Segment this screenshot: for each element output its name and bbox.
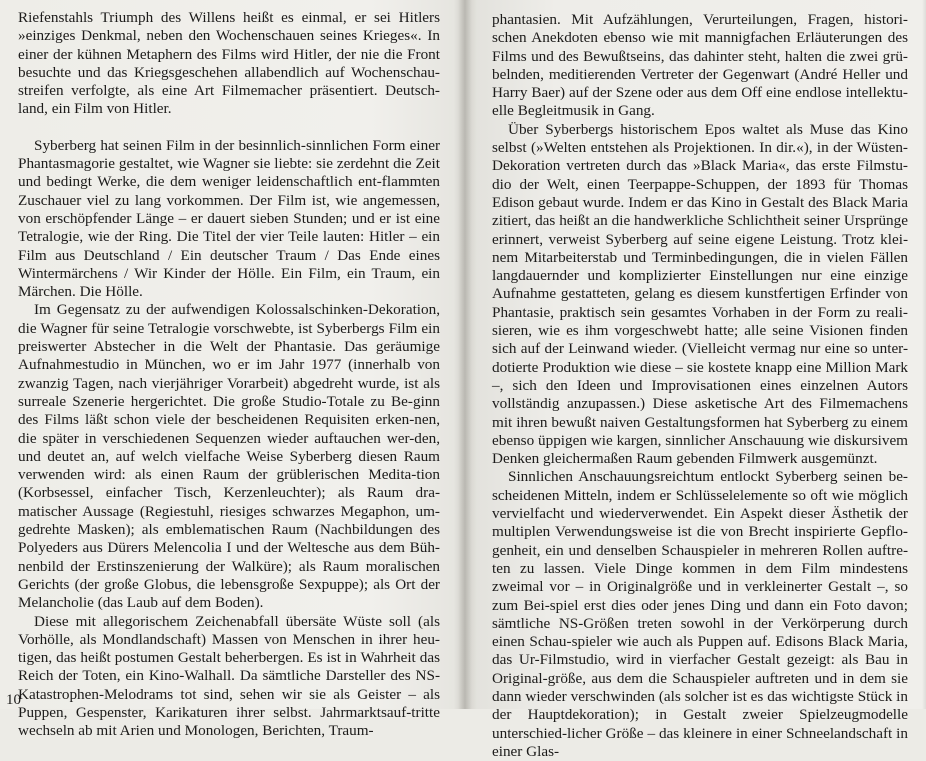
left-paragraph-4: Diese mit allegorischem Zeichenabfall übersäte Wüste soll (als Vorhölle, als Mondlandschaft) Massen von Menschen in ihrer heu-tigen, das heißt postumen Gestalt beherbergen. Es ist in Wahrheit das Reich der Toten, ein Kino-Walhall. Da sämtliche Darsteller des NS-Katastrophen-Melodrams tot sind, sehen wir sie als Geister – als Puppen, Gespenster, Karikaturen ihrer selbst. Jahrmarktsauf-tritte wechseln ab mit Arien und Monologen, Berichten, Traum- [18, 612, 440, 740]
page-number: 10 [6, 692, 21, 708]
right-page [492, 11, 908, 761]
left-paragraph-3: Im Gegensatz zu der aufwendigen Kolossalschinken-Dekoration, die Wagner für seine Tetralogie vorschwebte, ist Syberbergs Film ein preiswerter Abstecher in die Welt der Phantasie. Das geräumige Aufnahmestudio in München, wo er im Jahr 1977 (innerhalb von zwanzig Tagen, nach vierjähriger Vorarbeit) abgedreht wurde, ist als surreale Szenerie hergerichtet. Die große Studio-Totale zu Be-ginn des Films läßt schon viele der bescheidenen Requisiten erken-nen, die später in verschiedenen Sequenzen wieder auftauchen wer-den, und deutet an, auf welch vielfache Weise Syberberg diesen Raum verwenden wird: als einen Raum der grüblerischen Medita-tion (Korbsessel, einfacher Tisch, Kerzenleuchter); als Raum dra-matischer Aussage (Regiestuhl, riesiges schwarzes Megaphon, um-gedrehte Masken); als emblematischen Raum (Nachbildungen des Polyeders aus Dürers Melencolia I und der Weltesche aus dem Büh-nenbild der Erstinszenierung der Walküre); als Raum moralischen Gerichts (der große Globus, die lebensgroße Sexpuppe); als Ort der Melancholie (das Laub auf dem Boden). [18, 301, 440, 612]
scan-edge-shadow [922, 0, 926, 709]
book-gutter [458, 0, 472, 709]
left-page [18, 9, 440, 741]
left-paragraph-2: Syberberg hat seinen Film in der besinnlich-sinnlichen Form einer Phantasmagorie gestaltet, wie Wagner sie liebte: sie zerdehnt die Zeit und bedingt Werke, die dem weniger leidenschaftlich ent-flammten Zuschauer viel zu lang vorkommen. Der Film ist, wie angemessen, von erschöpfender Länge – er dauert sieben Stunden; und er ist eine Tetralogie, wie der Ring. Die Titel der vier Teile lauten: Hitler – ein Film aus Deutschland / Ein deutscher Traum / Das Ende eines Wintermärchens / Wir Kinder der Hölle. Ein Film, ein Traum, ein Märchen. Die Hölle. [18, 136, 440, 301]
left-paragraph-1: Riefenstahls Triumph des Willens heißt es einmal, er sei Hitlers »einziges Denkmal, neben den Wochenschauen seines Krieges«. In einer der kühnen Metaphern des Films wird Hitler, der nie die Front besuchte und das Kriegsgeschehen allabendlich auf Wochenschau-streifen verfolgte, als eine Art Filmemacher präsentiert. Deutsch-land, ein Film von Hitler. [18, 9, 440, 118]
right-paragraph-3: Sinnlichen Anschauungsreichtum entlockt Syberberg seinen be-scheidenen Mitteln, indem er Schlüsselelemente so oft wie möglich vervielfacht und wiederverwendet. Ein Aspekt dieser Ästhetik der multiplen Verwendungsweise ist die von Brecht inspirierte Gepflo-genheit, ein und denselben Schauspieler in mehreren Rollen auftre-ten zu lassen. Viele Dinge kommen in dem Film mindestens zweimal vor – in Originalgröße und in verkleinerter Gestalt –, so zum Bei-spiel erst dies oder jenes Ding und dann ein Foto davon; sämtliche NS-Größen treten sowohl in der Verkörperung durch einen Schau-spieler wie auch als Puppen auf. Edisons Black Maria, das Ur-Filmstudio, wird in vierfacher Gestalt gezeigt: als Bau in Original-größe, aus dem die Schauspieler auftreten und in dem sie dann wieder verschwinden (als solcher ist es das wichtigste Stück in der Hauptdekoration); in Gestalt zweier Spielzeugmodelle unterschied-licher Größe – das kleinere in einer Schneelandschaft in einer Glas- [492, 468, 908, 760]
right-paragraph-1: phantasien. Mit Aufzählungen, Verurteilungen, Fragen, histori-schen Anekdoten ebenso wie mit mannigfachen Erläuterungen des Films und des Bewußtseins, das dahinter steht, halten die zwei grü-belnden, meditierenden Vertreter der Gegenwart (André Heller und Harry Baer) auf der Szene oder aus dem Off eine endlose intellektu-elle Begleitmusik in Gang. [492, 11, 908, 120]
right-paragraph-2: Über Syberbergs historischem Epos waltet als Muse das Kino selbst (»Welten entstehen als Projektionen. In dir.«), in der Wüsten-Dekoration vertreten durch das »Black Maria«, das erste Filmstu-dio der Welt, einen Teerpappe-Schuppen, der 1893 für Thomas Edison gebaut wurde. Indem er das Kino in Gestalt des Black Maria zitiert, das heißt an die handwerkliche Schlichtheit seiner Ursprünge erinnert, verweist Syberberg auf seine eigene Leistung. Trotz klei-nem Mitarbeiterstab und Terminbedingungen, die in vielen Fällen langdauernder und komplizierter Einstellungen nur eine einzige Aufnahme gestatteten, gelang es diesem kunstfertigen Erfinder von Phantasie, praktisch sein gesamtes Vorhaben in der Form zu reali-sieren, wie es ihm vorgeschwebt hatte; alle seine Visionen finden sich auf der Leinwand wieder. (Vielleicht vermag nur eine so unter-dotierte Produktion wie diese – sie kostete knapp eine Million Mark –, sich den Ideen und Improvisationen eines einzelnen Autors vollständig anzupassen.) Diese asketische Art des Filmemachens mit ihren bewußt naiven Gestaltungsformen hat Syberberg zu einem ebenso üppigen wie kargen, sinnlicher Anschauung wie diskursivem Denken gleichermaßen Raum gebenden Filmwerk ausgemünzt. [492, 120, 908, 468]
